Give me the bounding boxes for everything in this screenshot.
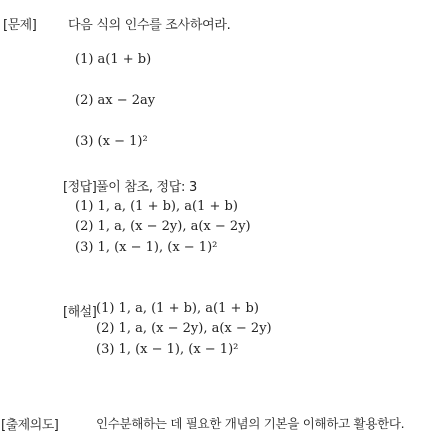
answer-item-2: (2) 1, a, (x − 2y), a(x − 2y): [75, 219, 251, 234]
answer-tag: [정답]: [63, 180, 97, 195]
problem-heading: 다음 식의 인수를 조사하여라.: [68, 18, 231, 33]
problem-item-3: (3) (x − 1)²: [75, 134, 148, 149]
problem-item-2: (2) ax − 2ay: [75, 93, 156, 108]
solution-tag: [해설]: [63, 305, 97, 320]
answer-summary: 풀이 참조, 정답: 3: [96, 180, 197, 195]
problem-item-1: (1) a(1 + b): [75, 52, 152, 67]
concept-tag: [출제의도]: [1, 418, 59, 433]
solution-item-2: (2) 1, a, (x − 2y), a(x − 2y): [96, 321, 272, 336]
solution-item-3: (3) 1, (x − 1), (x − 1)²: [96, 342, 239, 357]
problem-tag: [문제]: [3, 18, 37, 33]
solution-item-1: (1) 1, a, (1 + b), a(1 + b): [96, 301, 259, 316]
concept-text: 인수분해하는 데 필요한 개념의 기본을 이해하고 활용한다.: [96, 416, 405, 431]
answer-item-1: (1) 1, a, (1 + b), a(1 + b): [75, 199, 238, 214]
answer-item-3: (3) 1, (x − 1), (x − 1)²: [75, 240, 218, 255]
